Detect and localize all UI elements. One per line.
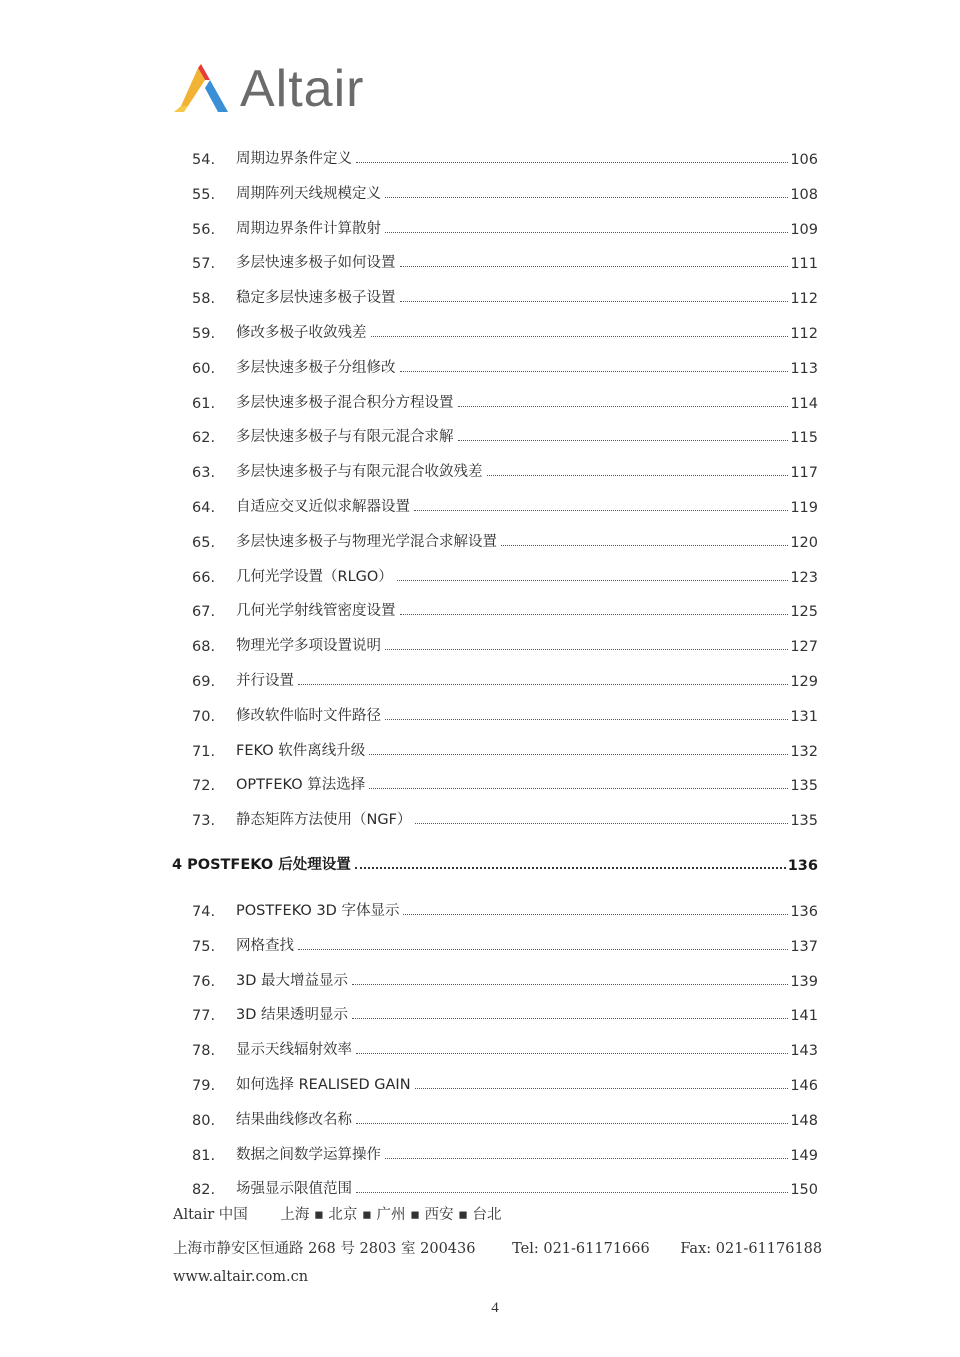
toc-entry-number: 64. <box>192 500 216 516</box>
toc-entry-title: 多层快速多极子如何设置 <box>236 255 396 272</box>
toc-leader-dots <box>298 683 788 685</box>
toc-entry-title: 如何选择 REALISED GAIN <box>236 1077 411 1093</box>
toc-entry[interactable] <box>192 968 818 990</box>
toc-entry-number: 79. <box>192 1078 216 1094</box>
footer-website[interactable]: www.altair.com.cn <box>173 1269 309 1285</box>
toc-entry-title: 显示天线辐射效率 <box>236 1042 352 1059</box>
toc-entry-title: 静态矩阵方法使用（NGF） <box>236 812 412 829</box>
toc-entry-title: 多层快速多极子与有限元混合求解 <box>236 429 454 446</box>
toc-entry-page: 137 <box>790 938 818 955</box>
toc-entry-number: 54. <box>192 152 216 168</box>
altair-triangle-logo-icon <box>172 60 230 118</box>
toc-entry-number: 55. <box>192 186 216 203</box>
toc-entry[interactable] <box>192 285 818 307</box>
toc-entry-page: 148 <box>790 1112 818 1129</box>
toc-leader-dots <box>415 822 788 824</box>
toc-entry-title: 多层快速多极子与有限元混合收敛残差 <box>236 464 483 481</box>
footer-contact-line <box>173 1237 822 1258</box>
toc-entry-title: 周期边界条件定义 <box>236 151 352 167</box>
toc-entry-title: OPTFEKO 算法选择 <box>236 777 366 794</box>
toc-entry[interactable] <box>192 459 818 481</box>
toc-leader-dots <box>369 787 788 789</box>
toc-entry-number: 73. <box>192 813 216 830</box>
toc-entry-number: 56. <box>192 221 216 238</box>
toc-entry-title: POSTFEKO 3D 字体显示 <box>236 903 400 919</box>
toc-entry-number: 71. <box>192 743 216 760</box>
toc-leader-dots <box>397 579 789 581</box>
toc-entry[interactable] <box>192 216 818 238</box>
footer-company-line <box>173 1203 502 1224</box>
toc-leader-dots <box>369 753 788 755</box>
toc-entry-page: 113 <box>790 360 818 377</box>
toc-entry[interactable] <box>192 633 818 655</box>
toc-entry-title: 并行设置 <box>236 673 294 689</box>
toc-entry[interactable] <box>192 424 818 446</box>
toc-leader-dots <box>400 265 789 267</box>
footer-tel: Tel: 021-61171666 <box>512 1241 650 1257</box>
toc-entry-page: 123 <box>790 569 818 586</box>
page-number: 4 <box>491 1300 499 1316</box>
toc-entry-number: 81. <box>192 1147 216 1164</box>
toc-leader-dots <box>355 867 786 869</box>
toc-entry[interactable] <box>192 250 818 272</box>
toc-entry-title: 多层快速多极子分组修改 <box>236 359 396 376</box>
toc-entry-number: 77. <box>192 1008 216 1025</box>
toc-entry-page: 112 <box>790 291 818 308</box>
toc-entry[interactable] <box>192 1176 818 1198</box>
toc-entry-page: 117 <box>790 465 818 482</box>
footer-cities: 上海 ▪ 北京 ▪ 广州 ▪ 西安 ▪ 台北 <box>280 1207 502 1223</box>
toc-entry-title: 场强显示限值范围 <box>236 1181 352 1198</box>
toc-entry[interactable] <box>192 494 818 516</box>
toc-chapter-heading[interactable] <box>172 852 818 874</box>
toc-entry[interactable] <box>192 529 818 551</box>
toc-entry-page: 143 <box>790 1043 818 1060</box>
toc-entry[interactable] <box>192 807 818 829</box>
toc-entry-page: 135 <box>790 778 818 795</box>
toc-entry-number: 67. <box>192 604 216 621</box>
toc-entry-page: 106 <box>790 152 818 168</box>
toc-entry-title: 稳定多层快速多极子设置 <box>236 290 396 307</box>
toc-entry-number: 72. <box>192 778 216 795</box>
toc-entry-page: 141 <box>790 1008 818 1025</box>
toc-chapter-title: 4 POSTFEKO 后处理设置 <box>172 857 351 873</box>
toc-entry-number: 82. <box>192 1182 216 1199</box>
toc-entry-page: 108 <box>790 186 818 203</box>
toc-entry[interactable] <box>192 355 818 377</box>
toc-leader-dots <box>415 1087 789 1089</box>
toc-entry-number: 62. <box>192 430 216 447</box>
toc-entry-page: 129 <box>790 674 818 690</box>
toc-entry[interactable] <box>192 1142 818 1164</box>
toc-entry-title: FEKO 软件离线升级 <box>236 742 366 759</box>
toc-entry-title: 周期边界条件计算散射 <box>236 220 381 237</box>
toc-entry-page: 109 <box>790 221 818 238</box>
toc-leader-dots <box>352 983 788 985</box>
toc-chapter-page: 136 <box>787 858 818 874</box>
toc-leader-dots <box>400 370 789 372</box>
toc-entry-title: 网格查找 <box>236 937 294 954</box>
toc-entry-number: 75. <box>192 938 216 955</box>
toc-entry-number: 61. <box>192 395 216 412</box>
toc-entry-title: 物理光学多项设置说明 <box>236 638 381 655</box>
toc-entry-title: 3D 最大增益显示 <box>236 972 348 989</box>
toc-entry-number: 74. <box>192 904 216 920</box>
toc-entry-page: 150 <box>790 1182 818 1199</box>
toc-entry-number: 68. <box>192 639 216 656</box>
toc-leader-dots <box>356 161 788 163</box>
toc-entry[interactable] <box>192 598 818 620</box>
toc-leader-dots <box>400 613 789 615</box>
toc-entry-page: 131 <box>790 708 818 725</box>
toc-leader-dots <box>356 1191 788 1193</box>
toc-entry-page: 112 <box>790 326 818 342</box>
toc-leader-dots <box>356 1122 788 1124</box>
toc-entry-title: 周期阵列天线规模定义 <box>236 185 381 202</box>
footer-fax: Fax: 021-61176188 <box>680 1241 823 1257</box>
toc-entry[interactable] <box>192 668 818 690</box>
toc-leader-dots <box>414 509 788 511</box>
toc-leader-dots <box>403 913 788 915</box>
toc-entry[interactable] <box>192 738 818 760</box>
toc-entry-title: 多层快速多极子与物理光学混合求解设置 <box>236 533 497 550</box>
toc-leader-dots <box>385 231 788 233</box>
toc-entry-title: 数据之间数学运算操作 <box>236 1146 381 1163</box>
toc-leader-dots <box>385 648 788 650</box>
toc-entry-page: 119 <box>790 500 818 516</box>
toc-entry-page: 115 <box>790 430 818 447</box>
toc-entry[interactable] <box>192 320 818 342</box>
toc-entry-number: 78. <box>192 1043 216 1060</box>
altair-logo <box>172 60 364 118</box>
logo-text: Altair <box>240 60 365 118</box>
toc-entry[interactable] <box>192 898 818 920</box>
toc-entry[interactable] <box>192 564 818 586</box>
toc-entry-page: 146 <box>790 1078 818 1094</box>
toc-entry-title: 修改多极子收敛残差 <box>236 325 367 341</box>
toc-entry-number: 76. <box>192 973 216 990</box>
toc-entry-title: 多层快速多极子混合积分方程设置 <box>236 394 454 411</box>
toc-entry-number: 63. <box>192 465 216 482</box>
toc-entry-page: 135 <box>790 813 818 830</box>
toc-entry-page: 139 <box>790 973 818 990</box>
toc-entry-title: 几何光学设置（RLGO） <box>236 568 393 585</box>
toc-entry-number: 65. <box>192 534 216 551</box>
toc-entry[interactable] <box>192 1107 818 1129</box>
footer-address: 上海市静安区恒通路 268 号 2803 室 200436 <box>173 1241 476 1257</box>
toc-entry-number: 58. <box>192 291 216 308</box>
toc-entry-title: 3D 结果透明显示 <box>236 1007 348 1024</box>
toc-entry[interactable] <box>192 933 818 955</box>
toc-leader-dots <box>400 300 789 302</box>
toc-entry-page: 132 <box>790 743 818 760</box>
toc-entry[interactable] <box>192 1072 818 1094</box>
toc-entry-page: 111 <box>790 256 818 273</box>
toc-leader-dots <box>298 948 788 950</box>
toc-entry[interactable] <box>192 772 818 794</box>
toc-entry-title: 修改软件临时文件路径 <box>236 707 381 724</box>
toc-entry[interactable] <box>192 146 818 168</box>
toc-entry-title: 自适应交叉近似求解器设置 <box>236 499 410 515</box>
toc-entry-number: 59. <box>192 326 216 342</box>
toc-entry-title: 几何光学射线管密度设置 <box>236 603 396 620</box>
toc-entry-title: 结果曲线修改名称 <box>236 1111 352 1128</box>
toc-entry-number: 66. <box>192 569 216 586</box>
toc-entry-number: 80. <box>192 1112 216 1129</box>
toc-leader-dots <box>458 439 789 441</box>
toc-entry[interactable] <box>192 181 818 203</box>
footer-company: Altair 中国 <box>173 1207 248 1223</box>
toc-leader-dots <box>487 474 789 476</box>
toc-entry[interactable] <box>192 390 818 412</box>
toc-entry-number: 60. <box>192 360 216 377</box>
toc-entry-page: 120 <box>790 534 818 551</box>
toc-entry-page: 136 <box>790 904 818 920</box>
toc-entry[interactable] <box>192 1002 818 1024</box>
toc-entry-page: 127 <box>790 639 818 656</box>
toc-leader-dots <box>385 196 788 198</box>
toc-entry-page: 125 <box>790 604 818 621</box>
toc-leader-dots <box>385 1157 788 1159</box>
toc-leader-dots <box>371 335 789 337</box>
toc-entry-page: 149 <box>790 1147 818 1164</box>
toc-leader-dots <box>501 544 788 546</box>
toc-entry-number: 69. <box>192 674 216 690</box>
toc-entry-number: 57. <box>192 256 216 273</box>
toc-leader-dots <box>356 1052 788 1054</box>
toc-entry[interactable] <box>192 703 818 725</box>
toc-leader-dots <box>385 718 788 720</box>
toc-entry[interactable] <box>192 1037 818 1059</box>
toc-leader-dots <box>352 1017 788 1019</box>
toc-entry-page: 114 <box>790 395 818 412</box>
toc-entry-number: 70. <box>192 708 216 725</box>
toc-leader-dots <box>458 405 789 407</box>
